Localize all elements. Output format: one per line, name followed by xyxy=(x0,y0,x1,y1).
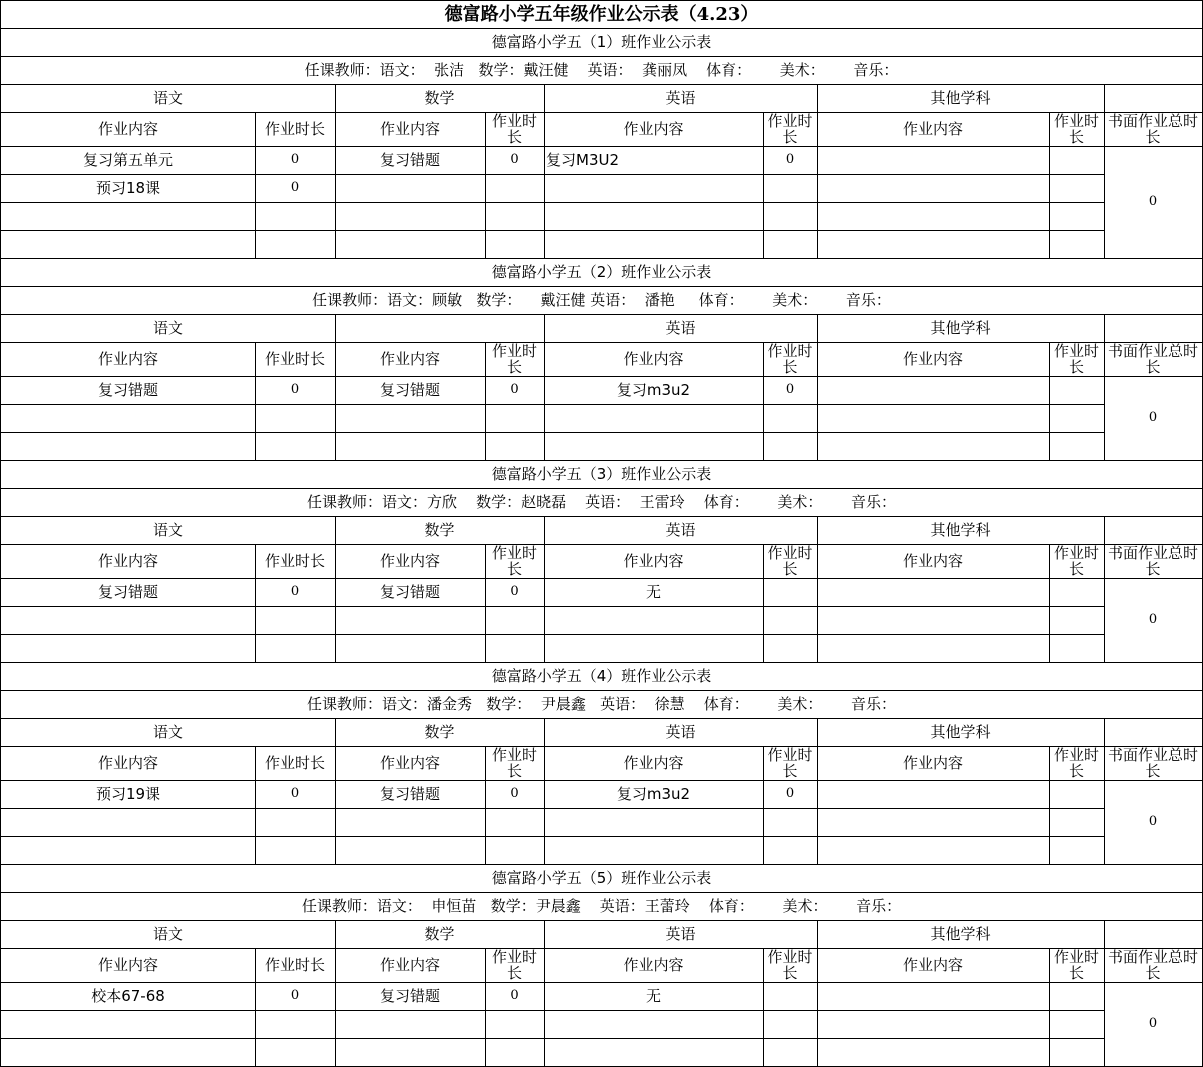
subheader-total: 书面作业总时长 xyxy=(1104,948,1203,983)
cell-english-content xyxy=(544,432,764,461)
subheader-math-duration: 作业时长 xyxy=(485,746,545,781)
cell-chinese-content xyxy=(0,808,256,837)
cell-math-duration: 0 xyxy=(485,982,545,1011)
cell-english-content xyxy=(544,174,764,203)
cell-chinese-duration xyxy=(255,606,336,635)
cell-chinese-content: 预习19课 xyxy=(0,780,256,809)
subheader-math-duration: 作业时长 xyxy=(485,948,545,983)
cell-chinese-content: 复习第五单元 xyxy=(0,146,256,175)
cell-english-duration xyxy=(763,578,818,607)
cell-math-duration xyxy=(485,404,545,433)
subheader-other-duration: 作业时长 xyxy=(1049,544,1105,579)
subheader-english-content: 作业内容 xyxy=(544,342,764,377)
subheader-english-duration: 作业时长 xyxy=(763,948,818,983)
subheader-chinese-duration: 作业时长 xyxy=(255,948,336,983)
cell-other-duration xyxy=(1049,578,1105,607)
cell-english-duration xyxy=(763,174,818,203)
header-other: 其他学科 xyxy=(817,314,1105,343)
cell-math-content xyxy=(335,808,486,837)
cell-chinese-content xyxy=(0,404,256,433)
cell-chinese-duration xyxy=(255,230,336,259)
cell-other-duration xyxy=(1049,606,1105,635)
cell-other-content xyxy=(817,578,1050,607)
header-total-blank xyxy=(1104,314,1203,343)
header-english: 英语 xyxy=(544,920,818,949)
cell-other-duration xyxy=(1049,780,1105,809)
cell-english-content xyxy=(544,634,764,663)
header-chinese: 语文 xyxy=(0,314,336,343)
cell-math-duration: 0 xyxy=(485,146,545,175)
cell-chinese-content xyxy=(0,230,256,259)
cell-chinese-duration xyxy=(255,836,336,865)
cell-other-duration xyxy=(1049,230,1105,259)
header-math: 数学 xyxy=(335,920,545,949)
cell-english-content xyxy=(544,606,764,635)
cell-chinese-duration: 0 xyxy=(255,780,336,809)
teacher-list-text: 任课教师：语文：方欣 数学：赵晓磊 英语： 王雷玲 体育： 美术： 音乐： xyxy=(307,493,896,511)
teacher-list-text: 任课教师：语文：顾敏 数学： 戴汪健 英语： 潘艳 体育： 美术： 音乐： xyxy=(312,291,891,309)
header-chinese: 语文 xyxy=(0,516,336,545)
cell-math-duration xyxy=(485,1038,545,1067)
cell-other-content xyxy=(817,202,1050,231)
cell-other-duration xyxy=(1049,376,1105,405)
cell-math-content xyxy=(335,634,486,663)
subheader-other-duration: 作业时长 xyxy=(1049,746,1105,781)
header-english: 英语 xyxy=(544,84,818,113)
cell-math-duration xyxy=(485,432,545,461)
teacher-list xyxy=(0,892,1203,921)
header-chinese: 语文 xyxy=(0,84,336,113)
subheader-other-duration: 作业时长 xyxy=(1049,948,1105,983)
cell-english-content: 复习M3U2 xyxy=(544,146,764,175)
cell-math-duration xyxy=(485,836,545,865)
header-total-blank xyxy=(1104,84,1203,113)
cell-other-content xyxy=(817,174,1050,203)
cell-math-content xyxy=(335,606,486,635)
teacher-list xyxy=(0,286,1203,315)
cell-english-duration xyxy=(763,606,818,635)
header-chinese: 语文 xyxy=(0,718,336,747)
cell-english-content xyxy=(544,202,764,231)
header-english: 英语 xyxy=(544,718,818,747)
cell-total-duration: 0 xyxy=(1104,376,1203,461)
cell-other-content xyxy=(817,432,1050,461)
subheader-math-content: 作业内容 xyxy=(335,948,486,983)
cell-chinese-content xyxy=(0,1010,256,1039)
cell-chinese-duration xyxy=(255,202,336,231)
cell-chinese-content xyxy=(0,634,256,663)
cell-english-duration: 0 xyxy=(763,780,818,809)
teacher-list-text: 任课教师：语文： 申恒苗 数学：尹晨鑫 英语：王蕾玲 体育： 美术： 音乐： xyxy=(301,897,902,915)
header-english: 英语 xyxy=(544,314,818,343)
cell-english-duration xyxy=(763,1010,818,1039)
cell-other-duration xyxy=(1049,174,1105,203)
cell-other-duration xyxy=(1049,404,1105,433)
cell-chinese-duration: 0 xyxy=(255,982,336,1011)
cell-math-content xyxy=(335,1038,486,1067)
subheader-english-content: 作业内容 xyxy=(544,948,764,983)
cell-other-duration xyxy=(1049,808,1105,837)
header-math: 数学 xyxy=(335,84,545,113)
teacher-list xyxy=(0,56,1203,85)
cell-english-duration xyxy=(763,634,818,663)
cell-chinese-duration: 0 xyxy=(255,146,336,175)
cell-english-content: 复习m3u2 xyxy=(544,376,764,405)
cell-math-content: 复习错题 xyxy=(335,780,486,809)
cell-chinese-content: 预习18课 xyxy=(0,174,256,203)
cell-other-content xyxy=(817,808,1050,837)
cell-english-duration xyxy=(763,808,818,837)
cell-english-content xyxy=(544,836,764,865)
class-title: 德富路小学五（5）班作业公示表 xyxy=(0,864,1203,893)
cell-english-content: 无 xyxy=(544,982,764,1011)
cell-math-content xyxy=(335,404,486,433)
subheader-math-content: 作业内容 xyxy=(335,112,486,147)
cell-chinese-content xyxy=(0,432,256,461)
cell-math-content: 复习错题 xyxy=(335,578,486,607)
cell-chinese-duration: 0 xyxy=(255,376,336,405)
cell-math-content: 复习错题 xyxy=(335,146,486,175)
cell-total-duration: 0 xyxy=(1104,578,1203,663)
cell-chinese-duration xyxy=(255,404,336,433)
cell-english-duration xyxy=(763,404,818,433)
cell-english-duration xyxy=(763,230,818,259)
teacher-list-text: 任课教师：语文：潘金秀 数学： 尹晨鑫 英语： 徐慧 体育： 美术： 音乐： xyxy=(307,695,896,713)
cell-english-duration xyxy=(763,982,818,1011)
subheader-other-content: 作业内容 xyxy=(817,342,1050,377)
cell-math-content xyxy=(335,230,486,259)
subheader-total: 书面作业总时长 xyxy=(1104,544,1203,579)
header-other: 其他学科 xyxy=(817,84,1105,113)
class-title: 德富路小学五（4）班作业公示表 xyxy=(0,662,1203,691)
cell-chinese-duration: 0 xyxy=(255,578,336,607)
cell-other-duration xyxy=(1049,432,1105,461)
cell-chinese-duration xyxy=(255,634,336,663)
header-english: 英语 xyxy=(544,516,818,545)
header-total-blank xyxy=(1104,718,1203,747)
subheader-chinese-duration: 作业时长 xyxy=(255,746,336,781)
header-math xyxy=(335,314,545,343)
subheader-english-duration: 作业时长 xyxy=(763,112,818,147)
cell-other-duration xyxy=(1049,634,1105,663)
cell-english-content: 复习m3u2 xyxy=(544,780,764,809)
header-other: 其他学科 xyxy=(817,516,1105,545)
cell-math-duration xyxy=(485,230,545,259)
subheader-math-content: 作业内容 xyxy=(335,544,486,579)
cell-chinese-content xyxy=(0,836,256,865)
subheader-chinese-duration: 作业时长 xyxy=(255,342,336,377)
subheader-math-content: 作业内容 xyxy=(335,342,486,377)
subheader-other-duration: 作业时长 xyxy=(1049,342,1105,377)
subheader-english-content: 作业内容 xyxy=(544,112,764,147)
cell-chinese-duration xyxy=(255,1038,336,1067)
header-other: 其他学科 xyxy=(817,920,1105,949)
cell-math-duration xyxy=(485,174,545,203)
cell-english-duration xyxy=(763,836,818,865)
cell-total-duration: 0 xyxy=(1104,982,1203,1067)
class-title: 德富路小学五（1）班作业公示表 xyxy=(0,28,1203,57)
cell-english-duration xyxy=(763,202,818,231)
header-total-blank xyxy=(1104,516,1203,545)
cell-other-content xyxy=(817,780,1050,809)
subheader-other-duration: 作业时长 xyxy=(1049,112,1105,147)
cell-math-content xyxy=(335,174,486,203)
cell-other-content xyxy=(817,376,1050,405)
cell-chinese-duration: 0 xyxy=(255,174,336,203)
cell-chinese-duration xyxy=(255,1010,336,1039)
cell-math-duration xyxy=(485,606,545,635)
cell-other-content xyxy=(817,836,1050,865)
cell-other-content xyxy=(817,634,1050,663)
subheader-chinese-content: 作业内容 xyxy=(0,544,256,579)
header-total-blank xyxy=(1104,920,1203,949)
cell-other-duration xyxy=(1049,202,1105,231)
cell-english-content: 无 xyxy=(544,578,764,607)
cell-other-duration xyxy=(1049,1010,1105,1039)
cell-total-duration: 0 xyxy=(1104,146,1203,259)
cell-math-duration: 0 xyxy=(485,578,545,607)
subheader-other-content: 作业内容 xyxy=(817,948,1050,983)
cell-chinese-content: 校本67-68 xyxy=(0,982,256,1011)
subheader-other-content: 作业内容 xyxy=(817,544,1050,579)
cell-english-duration: 0 xyxy=(763,376,818,405)
cell-other-content xyxy=(817,1038,1050,1067)
subheader-chinese-duration: 作业时长 xyxy=(255,112,336,147)
class-title: 德富路小学五（3）班作业公示表 xyxy=(0,460,1203,489)
subheader-english-duration: 作业时长 xyxy=(763,342,818,377)
cell-chinese-content xyxy=(0,202,256,231)
cell-other-content xyxy=(817,230,1050,259)
subheader-english-duration: 作业时长 xyxy=(763,544,818,579)
cell-math-duration xyxy=(485,202,545,231)
cell-math-content: 复习错题 xyxy=(335,376,486,405)
cell-other-duration xyxy=(1049,836,1105,865)
subheader-math-duration: 作业时长 xyxy=(485,342,545,377)
subheader-math-duration: 作业时长 xyxy=(485,112,545,147)
cell-chinese-duration xyxy=(255,808,336,837)
cell-english-content xyxy=(544,404,764,433)
teacher-list xyxy=(0,690,1203,719)
cell-english-content xyxy=(544,1038,764,1067)
subheader-total: 书面作业总时长 xyxy=(1104,112,1203,147)
subheader-chinese-duration: 作业时长 xyxy=(255,544,336,579)
cell-math-content: 复习错题 xyxy=(335,982,486,1011)
subheader-other-content: 作业内容 xyxy=(817,746,1050,781)
cell-other-duration xyxy=(1049,982,1105,1011)
subheader-chinese-content: 作业内容 xyxy=(0,112,256,147)
subheader-english-duration: 作业时长 xyxy=(763,746,818,781)
subheader-math-content: 作业内容 xyxy=(335,746,486,781)
cell-chinese-content xyxy=(0,606,256,635)
header-math: 数学 xyxy=(335,516,545,545)
cell-english-duration: 0 xyxy=(763,146,818,175)
cell-math-duration: 0 xyxy=(485,376,545,405)
subheader-total: 书面作业总时长 xyxy=(1104,746,1203,781)
header-math: 数学 xyxy=(335,718,545,747)
cell-math-content xyxy=(335,432,486,461)
cell-math-duration: 0 xyxy=(485,780,545,809)
cell-chinese-content xyxy=(0,1038,256,1067)
cell-math-content xyxy=(335,1010,486,1039)
header-other: 其他学科 xyxy=(817,718,1105,747)
page-title: 德富路小学五年级作业公示表（4.23） xyxy=(0,0,1203,29)
cell-english-duration xyxy=(763,432,818,461)
cell-chinese-content: 复习错题 xyxy=(0,578,256,607)
header-chinese: 语文 xyxy=(0,920,336,949)
cell-math-duration xyxy=(485,634,545,663)
subheader-chinese-content: 作业内容 xyxy=(0,746,256,781)
cell-math-content xyxy=(335,836,486,865)
cell-math-duration xyxy=(485,1010,545,1039)
cell-other-content xyxy=(817,146,1050,175)
cell-chinese-content: 复习错题 xyxy=(0,376,256,405)
cell-other-content xyxy=(817,404,1050,433)
teacher-list xyxy=(0,488,1203,517)
cell-other-duration xyxy=(1049,1038,1105,1067)
cell-math-content xyxy=(335,202,486,231)
subheader-math-duration: 作业时长 xyxy=(485,544,545,579)
subheader-english-content: 作业内容 xyxy=(544,746,764,781)
subheader-chinese-content: 作业内容 xyxy=(0,948,256,983)
cell-other-content xyxy=(817,1010,1050,1039)
cell-english-content xyxy=(544,808,764,837)
cell-english-content xyxy=(544,1010,764,1039)
class-title: 德富路小学五（2）班作业公示表 xyxy=(0,258,1203,287)
subheader-chinese-content: 作业内容 xyxy=(0,342,256,377)
cell-other-content xyxy=(817,606,1050,635)
teacher-list-text: 任课教师：语文： 张洁 数学：戴汪健 英语： 龚丽凤 体育： 美术： 音乐： xyxy=(304,61,899,79)
cell-other-content xyxy=(817,982,1050,1011)
subheader-total: 书面作业总时长 xyxy=(1104,342,1203,377)
cell-chinese-duration xyxy=(255,432,336,461)
cell-other-duration xyxy=(1049,146,1105,175)
subheader-english-content: 作业内容 xyxy=(544,544,764,579)
cell-english-content xyxy=(544,230,764,259)
cell-math-duration xyxy=(485,808,545,837)
cell-total-duration: 0 xyxy=(1104,780,1203,865)
cell-english-duration xyxy=(763,1038,818,1067)
subheader-other-content: 作业内容 xyxy=(817,112,1050,147)
